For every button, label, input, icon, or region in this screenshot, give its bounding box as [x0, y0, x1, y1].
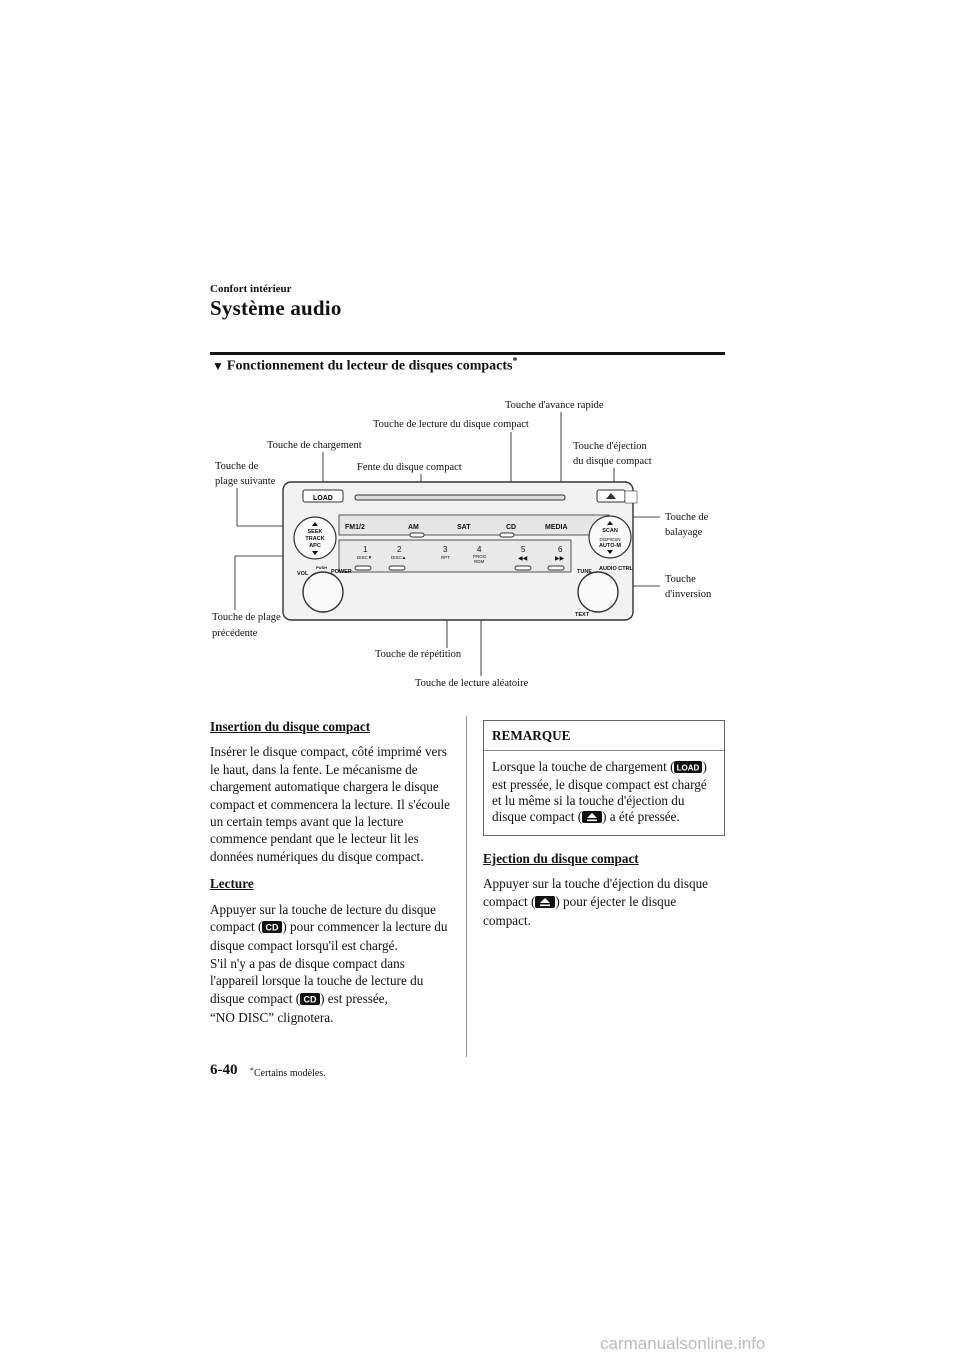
- panel-p3: 3: [443, 545, 448, 554]
- panel-seek: SEEK: [307, 529, 323, 535]
- label-inversion-2: d'inversion: [665, 589, 712, 600]
- svg-text:LOAD: LOAD: [677, 763, 700, 773]
- panel-load: LOAD: [313, 495, 333, 502]
- radio-panel: [283, 482, 637, 620]
- panel-p4s2: RDM: [474, 559, 485, 564]
- svg-text:CD: CD: [303, 994, 317, 1005]
- footnote: *Certains modèles.: [250, 1066, 326, 1079]
- watermark: carmanualsonline.info: [600, 1334, 766, 1353]
- label-plage-suivante-2: plage suivante: [215, 476, 276, 487]
- insert-text: Insérer le disque compact, côté imprimé vers le haut, dans la fente. Le mécanisme de chargement automatique chargera le disque compact et commencera la lecture. Il s'écoule un certain temps avant que la lecture commence pendant que le lecteur lit les données numériques du disque compact.: [210, 744, 450, 864]
- label-plage-suivante-1: Touche de: [215, 461, 259, 472]
- eject-text: Appuyer sur la touche d'éjection du disque compact ( ) pour éjecter le disque compact.: [483, 876, 709, 929]
- title-rule: [210, 352, 725, 355]
- panel-track: TRACK: [305, 536, 325, 542]
- panel-disp: DISP/ESN: [599, 537, 621, 542]
- page-title: Système audio: [210, 296, 342, 320]
- panel-fm: FM1/2: [345, 524, 365, 531]
- subheading-text: Fonctionnement du lecteur de disques compacts: [226, 358, 513, 374]
- panel-p5: 5: [521, 545, 526, 554]
- panel-push: PUSH: [316, 565, 328, 570]
- panel-p2: 2: [397, 545, 402, 554]
- triangle-down-icon: ▼: [212, 358, 224, 373]
- note-box: [483, 720, 725, 836]
- panel-p1: 1: [363, 545, 368, 554]
- svg-text:CD: CD: [265, 922, 279, 933]
- label-plage-precedente-1: Touche de plage: [212, 612, 281, 623]
- section-label: Confort intérieur: [210, 283, 292, 295]
- panel-audio-ctrl: AUDIO CTRL: [599, 566, 633, 572]
- panel-tune: TUNE: [577, 569, 592, 575]
- label-chargement: Touche de chargement: [267, 440, 362, 451]
- asterisk-marker: *: [512, 356, 518, 367]
- label-plage-precedente-2: précédente: [212, 628, 258, 639]
- panel-scan: SCAN: [602, 528, 618, 534]
- label-balayage-2: balayage: [665, 527, 703, 538]
- panel-text: TEXT: [575, 612, 590, 618]
- column-divider: [466, 716, 467, 1057]
- panel-auto: AUTO-M: [599, 543, 621, 549]
- panel-p5s: ◀◀: [518, 556, 528, 562]
- eject-heading: Ejection du disque compact: [483, 851, 639, 866]
- label-lecture-cd: Touche de lecture du disque compact: [373, 419, 529, 430]
- note-body: Lorsque la touche de chargement ( LOAD ) est pressée, le disque compact est chargé et lu même si la touche d'éjection du disque compact ( ) a été pressée.: [484, 751, 724, 835]
- load-icon: [674, 761, 702, 777]
- panel-am: AM: [408, 524, 419, 531]
- panel-p2s: DISC▲: [391, 555, 407, 560]
- cd-icon: [262, 920, 282, 937]
- panel-p4: 4: [477, 545, 482, 554]
- cd-icon: [300, 992, 320, 1009]
- panel-apc: APC: [309, 543, 321, 549]
- panel-power: POWER: [331, 569, 352, 575]
- label-avance-rapide: Touche d'avance rapide: [505, 400, 604, 411]
- label-ejection-1: Touche d'éjection: [573, 441, 647, 452]
- panel-cd: CD: [506, 524, 517, 531]
- label-repetition: Touche de répétition: [375, 649, 462, 660]
- panel-p6: 6: [558, 545, 563, 554]
- insert-heading: Insertion du disque compact: [210, 719, 371, 734]
- label-ejection-2: du disque compact: [573, 456, 652, 467]
- label-aleatoire: Touche de lecture aléatoire: [415, 678, 529, 689]
- label-fente: Fente du disque compact: [357, 462, 462, 473]
- panel-media: MEDIA: [545, 524, 568, 531]
- panel-p3s: RPT: [441, 555, 450, 560]
- subheading: [212, 356, 517, 375]
- play-heading: Lecture: [210, 876, 254, 892]
- label-balayage-1: Touche de: [665, 512, 709, 523]
- panel-sat: SAT: [457, 524, 471, 531]
- panel-p4s: PROG: [473, 554, 487, 559]
- play-text-1: Appuyer sur la touche de lecture du disque compact ( CD ) pour commencer la lecture du disque compact lorsqu'il est chargé. S'il n'y a pas de disque compact dans l'appareil lorsque la touche de lecture du disque compact ( CD ) est pressée, “NO DISC” clignotera.: [210, 901, 448, 1026]
- eject-icon: [582, 811, 602, 827]
- note-heading: REMARQUE: [484, 721, 724, 751]
- label-inversion-1: Touche: [665, 574, 696, 585]
- panel-vol: VOL: [297, 571, 309, 577]
- right-column: [483, 850, 723, 940]
- left-column: [210, 718, 450, 1037]
- panel-p1s: DISC▼: [357, 555, 373, 560]
- radio-diagram: [205, 392, 735, 702]
- page-number: 6-40: [210, 1062, 238, 1078]
- eject-icon: [535, 895, 555, 912]
- panel-p6s: ▶▶: [555, 556, 565, 562]
